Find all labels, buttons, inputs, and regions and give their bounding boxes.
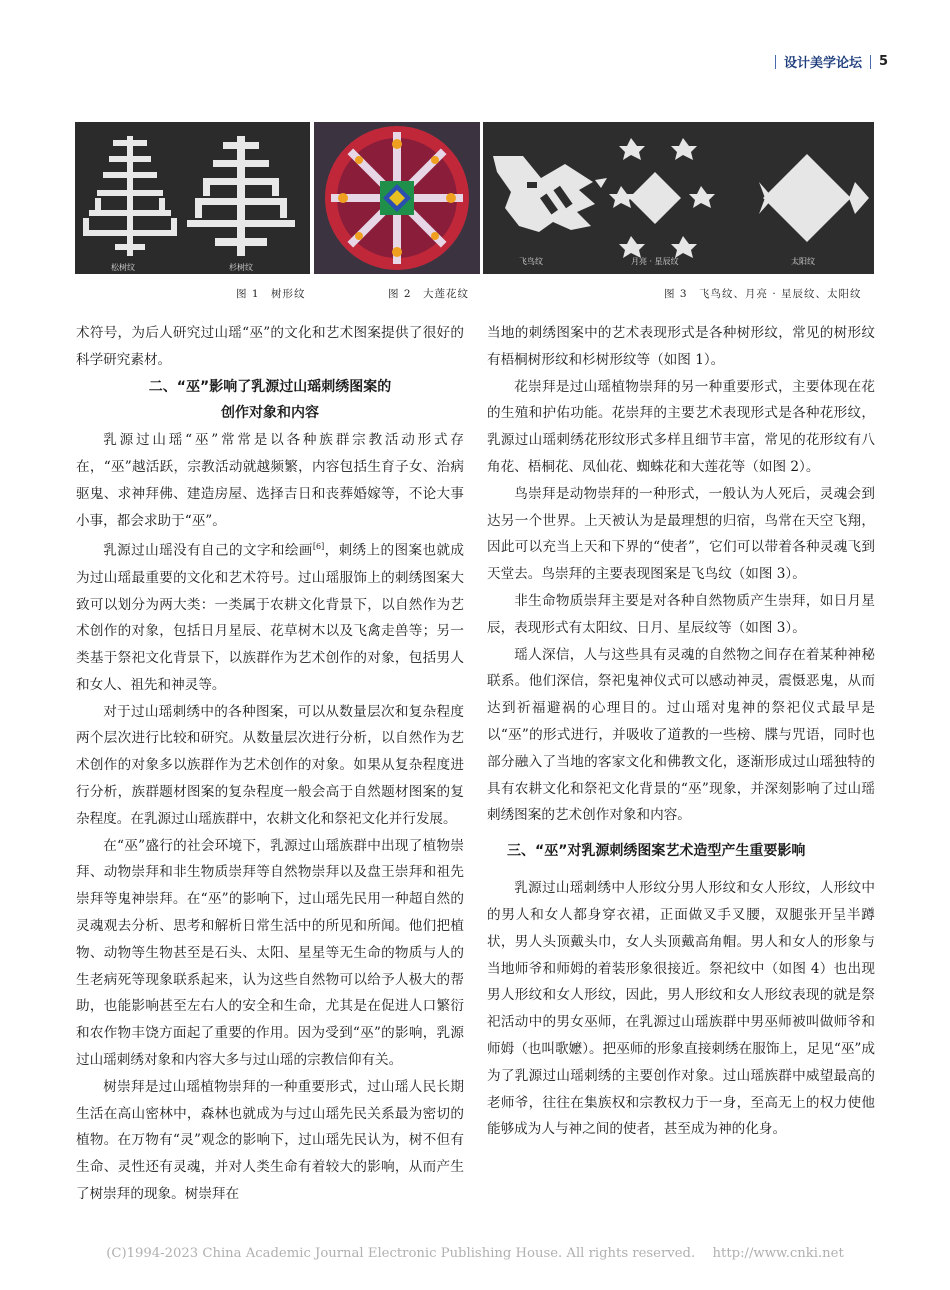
- paragraph: 对于过山瑶刺绣中的各种图案，可以从数量层次和复杂程度两个层次进行比较和研究。从数量层次进行分析，以自然作为艺术创作的对象多以族群作为艺术创作的对象。如果从复杂程度进行分析，族群题材图案的复杂程度一般会高于自然题材图案的复杂程度。在乳源过山瑶族群中，农耕文化和祭祀文化并行发展。: [76, 703, 464, 827]
- figure-1-caption: 图 1 树形纹: [236, 288, 306, 300]
- fig1-label-pine: 松树纹: [111, 263, 135, 272]
- paragraph: 非生命物质崇拜主要是对各种自然物质产生崇拜，如日月星辰，表现形式有太阳纹、日月、星辰纹等（如图 3）。: [487, 592, 875, 636]
- journal-name: 设计美学论坛: [783, 56, 862, 71]
- fig3-label-sun: 太阳纹: [791, 257, 815, 266]
- fig1-label-fir: 杉树纹: [229, 263, 253, 272]
- bird-moon-sun-graphic: [483, 122, 874, 274]
- lotus-pattern-graphic: [314, 122, 480, 274]
- header-divider: [870, 55, 871, 69]
- heading-line: 创作对象和内容: [221, 405, 319, 422]
- figure-1-tree-pattern: [75, 122, 310, 274]
- tree-pattern-graphic: [75, 122, 310, 274]
- citation-ref[interactable]: [6]: [312, 542, 325, 552]
- header-divider: [775, 55, 776, 69]
- heading-line: 二、“巫”影响了乳源过山瑶刺绣图案的: [148, 378, 392, 395]
- figure-3-bird-moon-sun-pattern: [483, 122, 874, 274]
- fig3-label-moon-star: 月亮 · 星辰纹: [631, 257, 679, 266]
- running-header: [767, 52, 888, 71]
- figure-2-caption: 图 2 大莲花纹: [388, 288, 470, 300]
- fig3-label-bird: 飞鸟纹: [519, 257, 543, 266]
- paragraph: 花崇拜是过山瑶植物崇拜的另一种重要形式，主要体现在花的生殖和护佑功能。花崇拜的主要艺术表现形式是各种花形纹，乳源过山瑶刺绣花形纹形式多样且细节丰富，常见的花形纹有八角花、梧桐花、凤仙花、蜘蛛花和大莲花等（如图 2）。: [487, 378, 875, 475]
- section-heading-2: [76, 374, 464, 428]
- paragraph: 乳源过山瑶“巫”常常是以各种族群宗教活动形式存在，“巫”越活跃，宗教活动就越频繁，内容包括生育子女、治病驱鬼、求神拜佛、建造房屋、选择吉日和丧葬婚嫁等，不论大事小事，都会求助于“巫”。: [76, 432, 464, 529]
- figure-2-lotus-pattern: [314, 122, 480, 274]
- paragraph: [76, 534, 464, 698]
- right-column: [487, 320, 875, 1143]
- section-heading-3: 三、“巫”对乳源刺绣图案艺术造型产生重要影响: [507, 843, 806, 860]
- copyright-footer: (C)1994-2023 China Academic Journal Electronic Publishing House. All rights reserved. http://www.cnki.net: [106, 1246, 844, 1261]
- paragraph: 树崇拜是过山瑶植物崇拜的一种重要形式，过山瑶人民长期生活在高山密林中，森林也就成为与过山瑶先民关系最为密切的植物。在万物有“灵”观念的影响下，过山瑶先民认为，树不但有生命、灵性还有灵魂，并对人类生命有着较大的影响，从而产生了树崇拜的现象。树崇拜在: [76, 1078, 464, 1203]
- paragraph-text: ，刺绣上的图案也就成为过山瑶最重要的文化和艺术符号。过山瑶服饰上的刺绣图案大致可以划分为两大类：一类属于农耕文化背景下，以自然作为艺术创作的对象，包括日月星辰、花草树木以及飞禽走兽等；另一类基于祭祀文化背景下，以族群作为艺术创作的对象，包括男人和女人、祖先和神灵等。: [76, 542, 465, 693]
- paragraph: 瑶人深信，人与这些具有灵魂的自然物之间存在着某种神秘联系。他们深信，祭祀鬼神仪式可以感动神灵，震慑恶鬼，从而达到祈福避祸的心理目的。过山瑶对鬼神的祭祀仪式最早是以“巫”的形式进行，并吸收了道教的一些榜、牒与咒语，同时也部分融入了当地的客家文化和佛教文化，逐渐形成过山瑶独特的具有农耕文化和祭祀文化背景的“巫”现象，并深刻影响了过山瑶刺绣图案的艺术创作对象和内容。: [487, 646, 875, 824]
- left-column: [76, 320, 464, 1208]
- paragraph: 乳源过山瑶刺绣中人形纹分男人形纹和女人形纹，人形纹中的男人和女人都身穿衣裙，正面做叉手叉腰，双腿张开呈半蹲状，男人头顶戴头巾，女人头顶戴高角帽。男人和女人的形象与当地师爷和师姆的着装形象很接近。祭祀纹中（如图 4）也出现男人形纹和女人形纹，因此，男人形纹和女人形纹表现的就是祭祀活动中的男女巫师，在乳源过山瑶族群中男巫师被叫做师爷和师姆（也叫歌嬷）。把巫师的形象直接刺绣在服饰上，足见“巫”成为了乳源过山瑶刺绣的主要创作对象。过山瑶族群中威望最高的老师爷，往往在集族权和宗教权力于一身，至高无上的权力使他能够成为人与神之间的使者，甚至成为神的化身。: [487, 880, 875, 1138]
- figure-3-caption: 图 3 飞鸟纹、月亮 · 星辰纹、太阳纹: [664, 288, 862, 300]
- page-number: 5: [878, 54, 888, 69]
- paragraph: 术符号，为后人研究过山瑶“巫”的文化和艺术图案提供了很好的科学研究素材。: [76, 325, 464, 368]
- paragraph: 鸟崇拜是动物崇拜的一种形式，一般认为人死后，灵魂会到达另一个世界。上天被认为是最理想的归宿，鸟常在天空飞翔，因此可以充当上天和下界的“使者”，它们可以带着各种灵魂飞到天堂去。鸟崇拜的主要表现图案是飞鸟纹（如图 3）。: [487, 485, 875, 583]
- paragraph: 在“巫”盛行的社会环境下，乳源过山瑶族群中出现了植物崇拜、动物崇拜和非生物质崇拜等自然物崇拜以及盘王崇拜和祖先崇拜等鬼神崇拜。在“巫”的影响下，过山瑶先民用一种超自然的灵魂观去分析、思考和解析日常生活中的所见和所闻。他们把植物、动物等生物甚至是石头、太阳、星星等无生命的物质与人的生老病死等现象联系起来，认为这些自然物可以给予人极大的帮助，也能影响甚至左右人的安全和生命，尤其是在促进人口繁衍和农作物丰饶方面起了重要的作用。因为受到“巫”的影响，乳源过山瑶刺绣对象和内容大多与过山瑶的宗教信仰有关。: [76, 837, 464, 1069]
- paragraph: 当地的刺绣图案中的艺术表现形式是各种树形纹，常见的树形纹有梧桐树形纹和杉树形纹等（如图 1）。: [487, 325, 875, 368]
- paragraph-text: 乳源过山瑶没有自己的文字和绘画: [103, 542, 313, 559]
